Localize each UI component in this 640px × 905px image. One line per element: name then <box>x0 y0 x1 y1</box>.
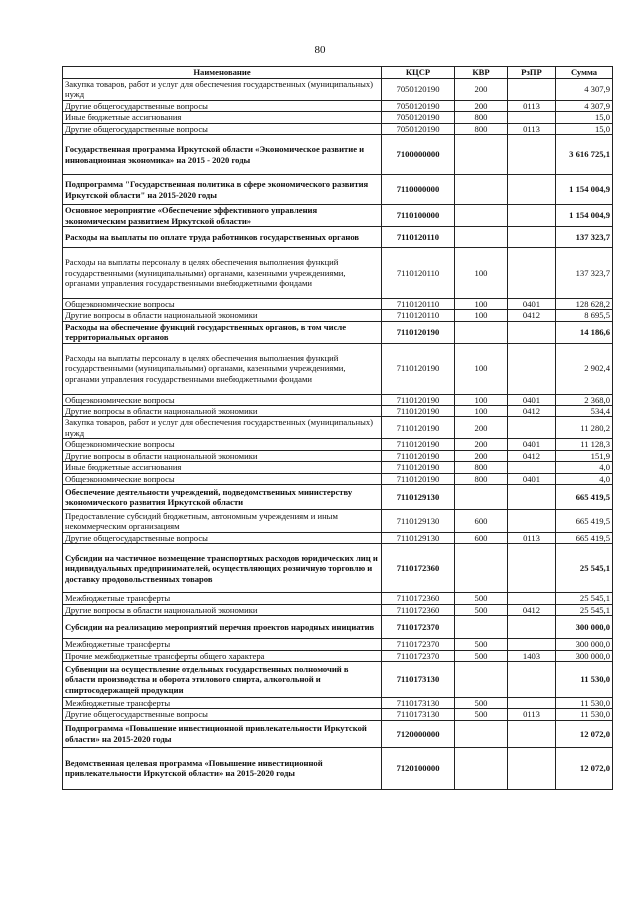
cell-name: Другие вопросы в области национальной экономики <box>63 310 382 321</box>
cell-rzpr <box>508 343 556 394</box>
cell-rzpr: 0412 <box>508 406 556 417</box>
table-row <box>63 473 613 484</box>
cell-sum: 15,0 <box>556 123 613 134</box>
cell-sum: 25 545,1 <box>556 604 613 615</box>
cell-name: Другие вопросы в области национальной экономики <box>63 604 382 615</box>
cell-kvr <box>455 661 508 697</box>
cell-sum: 3 616 725,1 <box>556 135 613 175</box>
cell-kvr: 800 <box>455 112 508 123</box>
cell-name: Субсидии на реализацию мероприятий перечня проектов народных инициатив <box>63 616 382 639</box>
cell-kcsr: 7120100000 <box>382 747 455 789</box>
table-row <box>63 227 613 248</box>
table-row <box>63 650 613 661</box>
cell-kvr: 100 <box>455 406 508 417</box>
cell-sum: 11 128,3 <box>556 439 613 450</box>
cell-kcsr: 7110120110 <box>382 248 455 299</box>
cell-rzpr <box>508 462 556 473</box>
cell-sum: 1 154 004,9 <box>556 175 613 205</box>
header-rzpr: РзПР <box>508 67 556 79</box>
table-row <box>63 462 613 473</box>
cell-kcsr: 7110129130 <box>382 484 455 509</box>
cell-sum: 4 307,9 <box>556 100 613 111</box>
cell-kvr <box>455 321 508 343</box>
cell-sum: 534,4 <box>556 406 613 417</box>
cell-rzpr: 0412 <box>508 604 556 615</box>
cell-kvr: 100 <box>455 299 508 310</box>
cell-name: Межбюджетные трансферты <box>63 639 382 650</box>
cell-kvr: 500 <box>455 650 508 661</box>
cell-kvr <box>455 544 508 593</box>
cell-sum: 137 323,7 <box>556 227 613 248</box>
cell-rzpr <box>508 205 556 227</box>
cell-name: Закупка товаров, работ и услуг для обеспечения государственных (муниципальных) нужд <box>63 417 382 439</box>
cell-name: Общеэкономические вопросы <box>63 299 382 310</box>
table-row <box>63 661 613 697</box>
cell-kcsr: 7110120110 <box>382 299 455 310</box>
table-row <box>63 248 613 299</box>
cell-rzpr <box>508 321 556 343</box>
cell-name: Расходы на выплаты по оплате труда работников государственных органов <box>63 227 382 248</box>
page-number: 80 <box>314 44 326 56</box>
cell-kcsr: 7110129130 <box>382 532 455 543</box>
cell-name: Другие общегосударственные вопросы <box>63 123 382 134</box>
cell-name: Общеэкономические вопросы <box>63 473 382 484</box>
cell-name: Ведомственная целевая программа «Повышение инвестиционной привлекательности Иркутской области» на 2015-2020 годы <box>63 747 382 789</box>
cell-kcsr: 7110172360 <box>382 593 455 604</box>
cell-sum: 12 072,0 <box>556 747 613 789</box>
cell-name: Другие общегосударственные вопросы <box>63 709 382 720</box>
cell-kvr <box>455 720 508 747</box>
cell-name: Другие вопросы в области национальной экономики <box>63 450 382 461</box>
cell-kvr: 100 <box>455 310 508 321</box>
cell-kcsr: 7110172360 <box>382 544 455 593</box>
cell-sum: 300 000,0 <box>556 616 613 639</box>
cell-name: Другие вопросы в области национальной экономики <box>63 406 382 417</box>
cell-kcsr: 7110120190 <box>382 406 455 417</box>
cell-rzpr: 0401 <box>508 299 556 310</box>
cell-kcsr: 7110120190 <box>382 462 455 473</box>
cell-kvr: 500 <box>455 639 508 650</box>
cell-name: Подпрограмма «Повышение инвестиционной привлекательности Иркутской области» на 2015-2020 годы <box>63 720 382 747</box>
table-row <box>63 394 613 405</box>
table-row <box>63 697 613 708</box>
cell-name: Прочие межбюджетные трансферты общего характера <box>63 650 382 661</box>
cell-sum: 128 628,2 <box>556 299 613 310</box>
cell-sum: 4,0 <box>556 473 613 484</box>
cell-kcsr: 7110120110 <box>382 227 455 248</box>
cell-rzpr: 0412 <box>508 450 556 461</box>
cell-rzpr: 1403 <box>508 650 556 661</box>
cell-rzpr <box>508 720 556 747</box>
cell-sum: 15,0 <box>556 112 613 123</box>
cell-name: Межбюджетные трансферты <box>63 593 382 604</box>
cell-kcsr: 7110120190 <box>382 394 455 405</box>
cell-kcsr: 7050120190 <box>382 79 455 101</box>
cell-sum: 665 419,5 <box>556 484 613 509</box>
cell-name: Государственная программа Иркутской области «Экономическое развитие и инновационная экономика» на 2015 - 2020 годы <box>63 135 382 175</box>
cell-kcsr: 7110120190 <box>382 321 455 343</box>
cell-kvr: 200 <box>455 79 508 101</box>
cell-sum: 8 695,5 <box>556 310 613 321</box>
cell-sum: 11 530,0 <box>556 709 613 720</box>
cell-name: Иные бюджетные ассигнования <box>63 112 382 123</box>
cell-rzpr <box>508 639 556 650</box>
table-row <box>63 593 613 604</box>
table-row <box>63 747 613 789</box>
cell-kvr: 600 <box>455 509 508 532</box>
cell-kcsr: 7100000000 <box>382 135 455 175</box>
cell-name: Другие общегосударственные вопросы <box>63 100 382 111</box>
cell-name: Предоставление субсидий бюджетным, автономным учреждениям и иным некоммерческим организациям <box>63 509 382 532</box>
cell-rzpr: 0412 <box>508 310 556 321</box>
cell-kvr: 500 <box>455 604 508 615</box>
cell-kvr: 200 <box>455 417 508 439</box>
cell-kcsr: 7110172370 <box>382 616 455 639</box>
cell-kvr: 100 <box>455 248 508 299</box>
cell-kvr: 100 <box>455 394 508 405</box>
cell-sum: 137 323,7 <box>556 248 613 299</box>
cell-kcsr: 7110172360 <box>382 604 455 615</box>
cell-kcsr: 7110129130 <box>382 509 455 532</box>
table-row <box>63 343 613 394</box>
table-row <box>63 484 613 509</box>
cell-sum: 25 545,1 <box>556 593 613 604</box>
cell-rzpr <box>508 175 556 205</box>
cell-rzpr <box>508 747 556 789</box>
budget-table <box>62 66 613 790</box>
cell-kvr: 800 <box>455 462 508 473</box>
cell-name: Расходы на выплаты персоналу в целях обеспечения выполнения функций государственными (муниципальными) органами, казенными учреждениями, органами управления государственными внебюджетными фондами <box>63 248 382 299</box>
table-row <box>63 450 613 461</box>
table-row <box>63 604 613 615</box>
cell-kcsr: 7050120190 <box>382 100 455 111</box>
cell-rzpr: 0113 <box>508 123 556 134</box>
cell-kcsr: 7110172370 <box>382 650 455 661</box>
cell-kvr <box>455 135 508 175</box>
cell-kvr <box>455 227 508 248</box>
cell-name: Обеспечение деятельности учреждений, подведомственных министерству экономического развития Иркутской области <box>63 484 382 509</box>
cell-rzpr <box>508 417 556 439</box>
table-body <box>63 79 613 790</box>
table-row <box>63 205 613 227</box>
header-kcsr: КЦСР <box>382 67 455 79</box>
cell-sum: 4,0 <box>556 462 613 473</box>
cell-rzpr <box>508 79 556 101</box>
cell-kcsr: 7110120190 <box>382 343 455 394</box>
cell-rzpr <box>508 616 556 639</box>
table-row <box>63 544 613 593</box>
cell-sum: 11 530,0 <box>556 661 613 697</box>
table-row <box>63 175 613 205</box>
cell-kcsr: 7120000000 <box>382 720 455 747</box>
cell-kcsr: 7110173130 <box>382 697 455 708</box>
table-row <box>63 532 613 543</box>
cell-rzpr <box>508 112 556 123</box>
cell-sum: 14 186,6 <box>556 321 613 343</box>
cell-sum: 2 902,4 <box>556 343 613 394</box>
cell-sum: 665 419,5 <box>556 509 613 532</box>
cell-kcsr: 7110120190 <box>382 473 455 484</box>
table-row <box>63 100 613 111</box>
cell-name: Подпрограмма "Государственная политика в сфере экономического развития Иркутской области" на 2015-2020 годы <box>63 175 382 205</box>
cell-kvr: 200 <box>455 439 508 450</box>
table-row <box>63 135 613 175</box>
cell-kcsr: 7050120190 <box>382 112 455 123</box>
cell-rzpr <box>508 593 556 604</box>
cell-sum: 1 154 004,9 <box>556 205 613 227</box>
cell-rzpr <box>508 484 556 509</box>
cell-kvr: 500 <box>455 593 508 604</box>
table-row <box>63 720 613 747</box>
cell-rzpr <box>508 227 556 248</box>
cell-rzpr: 0401 <box>508 439 556 450</box>
table-row <box>63 616 613 639</box>
cell-name: Субсидии на частичное возмещение транспортных расходов юридических лиц и индивидуальных предпринимателей, осуществляющих розничную торговлю и доставку продовольственных товаров <box>63 544 382 593</box>
cell-sum: 2 368,0 <box>556 394 613 405</box>
cell-name: Общеэкономические вопросы <box>63 439 382 450</box>
cell-sum: 11 280,2 <box>556 417 613 439</box>
cell-kcsr: 7110120190 <box>382 417 455 439</box>
table-row <box>63 79 613 101</box>
cell-kcsr: 7110173130 <box>382 661 455 697</box>
cell-rzpr: 0401 <box>508 473 556 484</box>
cell-kvr <box>455 205 508 227</box>
cell-kvr: 600 <box>455 532 508 543</box>
cell-sum: 665 419,5 <box>556 532 613 543</box>
cell-kvr: 500 <box>455 709 508 720</box>
cell-name: Иные бюджетные ассигнования <box>63 462 382 473</box>
cell-rzpr: 0113 <box>508 532 556 543</box>
table-row <box>63 639 613 650</box>
cell-kcsr: 7110120110 <box>382 310 455 321</box>
cell-name: Расходы на обеспечение функций государственных органов, в том числе территориальных органов <box>63 321 382 343</box>
cell-name: Основное мероприятие «Обеспечение эффективного управления экономическим развитием Иркутской области» <box>63 205 382 227</box>
cell-kvr <box>455 175 508 205</box>
cell-kvr <box>455 484 508 509</box>
cell-kvr: 200 <box>455 100 508 111</box>
table-row <box>63 299 613 310</box>
table-header-row <box>63 67 613 79</box>
cell-kvr: 800 <box>455 123 508 134</box>
cell-kcsr: 7110100000 <box>382 205 455 227</box>
cell-kcsr: 7110172370 <box>382 639 455 650</box>
cell-sum: 25 545,1 <box>556 544 613 593</box>
cell-sum: 151,9 <box>556 450 613 461</box>
cell-sum: 4 307,9 <box>556 79 613 101</box>
table-row <box>63 123 613 134</box>
table-row <box>63 439 613 450</box>
cell-sum: 12 072,0 <box>556 720 613 747</box>
cell-rzpr <box>508 248 556 299</box>
cell-kvr <box>455 747 508 789</box>
table-row <box>63 112 613 123</box>
cell-sum: 11 530,0 <box>556 697 613 708</box>
cell-kvr: 100 <box>455 343 508 394</box>
cell-sum: 300 000,0 <box>556 639 613 650</box>
cell-rzpr <box>508 509 556 532</box>
table-row <box>63 417 613 439</box>
cell-rzpr: 0401 <box>508 394 556 405</box>
cell-kcsr: 7110173130 <box>382 709 455 720</box>
cell-kvr: 800 <box>455 473 508 484</box>
cell-kcsr: 7110120190 <box>382 439 455 450</box>
table-row <box>63 406 613 417</box>
table-row <box>63 321 613 343</box>
cell-rzpr <box>508 661 556 697</box>
cell-kcsr: 7110000000 <box>382 175 455 205</box>
cell-kvr: 500 <box>455 697 508 708</box>
cell-rzpr <box>508 697 556 708</box>
cell-kvr: 200 <box>455 450 508 461</box>
cell-kcsr: 7050120190 <box>382 123 455 134</box>
cell-kcsr: 7110120190 <box>382 450 455 461</box>
cell-name: Закупка товаров, работ и услуг для обеспечения государственных (муниципальных) нужд <box>63 79 382 101</box>
cell-name: Расходы на выплаты персоналу в целях обеспечения выполнения функций государственными (муниципальными) органами, казенными учреждениями, органами управления государственными внебюджетными фондами <box>63 343 382 394</box>
cell-name: Общеэкономические вопросы <box>63 394 382 405</box>
cell-rzpr: 0113 <box>508 709 556 720</box>
cell-sum: 300 000,0 <box>556 650 613 661</box>
table-row <box>63 709 613 720</box>
cell-name: Другие общегосударственные вопросы <box>63 532 382 543</box>
cell-name: Межбюджетные трансферты <box>63 697 382 708</box>
cell-rzpr <box>508 135 556 175</box>
table-row <box>63 310 613 321</box>
cell-rzpr <box>508 544 556 593</box>
cell-rzpr: 0113 <box>508 100 556 111</box>
table-row <box>63 509 613 532</box>
cell-kvr <box>455 616 508 639</box>
header-kvr: КВР <box>455 67 508 79</box>
header-name: Наименование <box>63 67 382 79</box>
cell-name: Субвенции на осуществление отдельных государственных полномочий в области производства и оборота этилового спирта, алкогольной и спиртосодержащей продукции <box>63 661 382 697</box>
header-sum: Сумма <box>556 67 613 79</box>
